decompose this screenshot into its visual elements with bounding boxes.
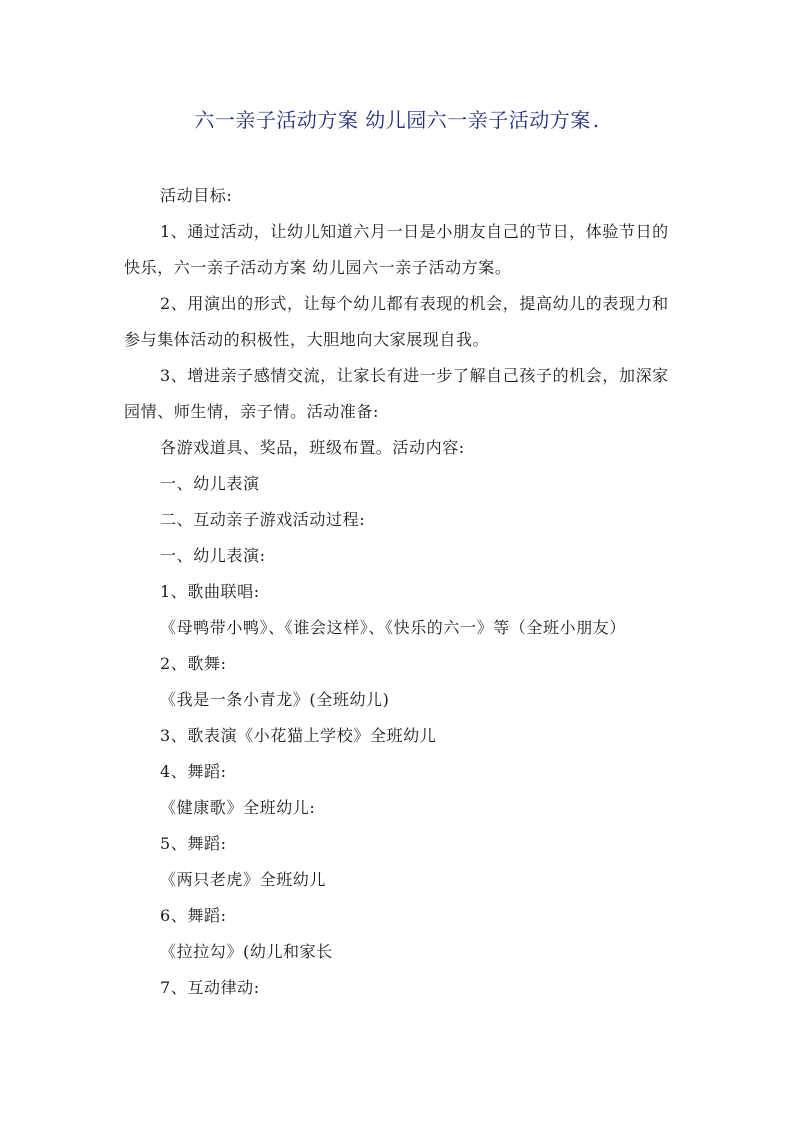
document-body (124, 178, 684, 1006)
program-item-2: 2、歌舞: (160, 654, 227, 673)
section-heading-goals: 活动目标: (160, 186, 233, 205)
goal-paragraph-1: 1、通过活动，让幼儿知道六月一日是小朋友自己的节日，体验节日的快乐，六一亲子活动方案 幼儿园六一亲子活动方案。 (124, 222, 669, 277)
document-title-mark: . (592, 108, 600, 132)
document-title (0, 104, 794, 133)
program-item-3: 3、歌表演《小花猫上学校》全班幼儿 (160, 726, 437, 745)
program-detail-2: 《我是一条小青龙》(全班幼儿) (160, 690, 390, 709)
program-item-4: 4、舞蹈: (160, 762, 227, 781)
goal-paragraph-3: 3、增进亲子感情交流，让家长有进一步了解自己孩子的机会，加深家园情、师生情，亲子情。活动准备: (124, 366, 669, 421)
program-item-1: 1、歌曲联唱: (160, 582, 260, 601)
program-item-7: 7、互动律动: (160, 978, 260, 997)
process-heading: 一、幼儿表演: (160, 546, 266, 565)
program-item-5: 5、舞蹈: (160, 834, 227, 853)
document-title-text: 六一亲子活动方案 幼儿园六一亲子活动方案 (194, 108, 591, 132)
program-item-6: 6、舞蹈: (160, 906, 227, 925)
content-item-2: 二、互动亲子游戏活动过程: (160, 510, 366, 529)
preparation-line: 各游戏道具、奖品，班级布置。活动内容: (160, 438, 465, 457)
content-item-1: 一、幼儿表演 (160, 474, 260, 493)
program-detail-1: 《母鸭带小鸭》、《谁会这样》、《快乐的六一》等（全班小朋友） (160, 618, 627, 637)
program-detail-5: 《两只老虎》全班幼儿 (160, 870, 327, 889)
program-detail-6: 《拉拉勾》(幼儿和家长 (160, 942, 333, 961)
program-detail-4: 《健康歌》全班幼儿: (160, 798, 316, 817)
goal-paragraph-2: 2、用演出的形式，让每个幼儿都有表现的机会，提高幼儿的表现力和参与集体活动的积极性，大胆地向大家展现自我。 (124, 294, 669, 349)
